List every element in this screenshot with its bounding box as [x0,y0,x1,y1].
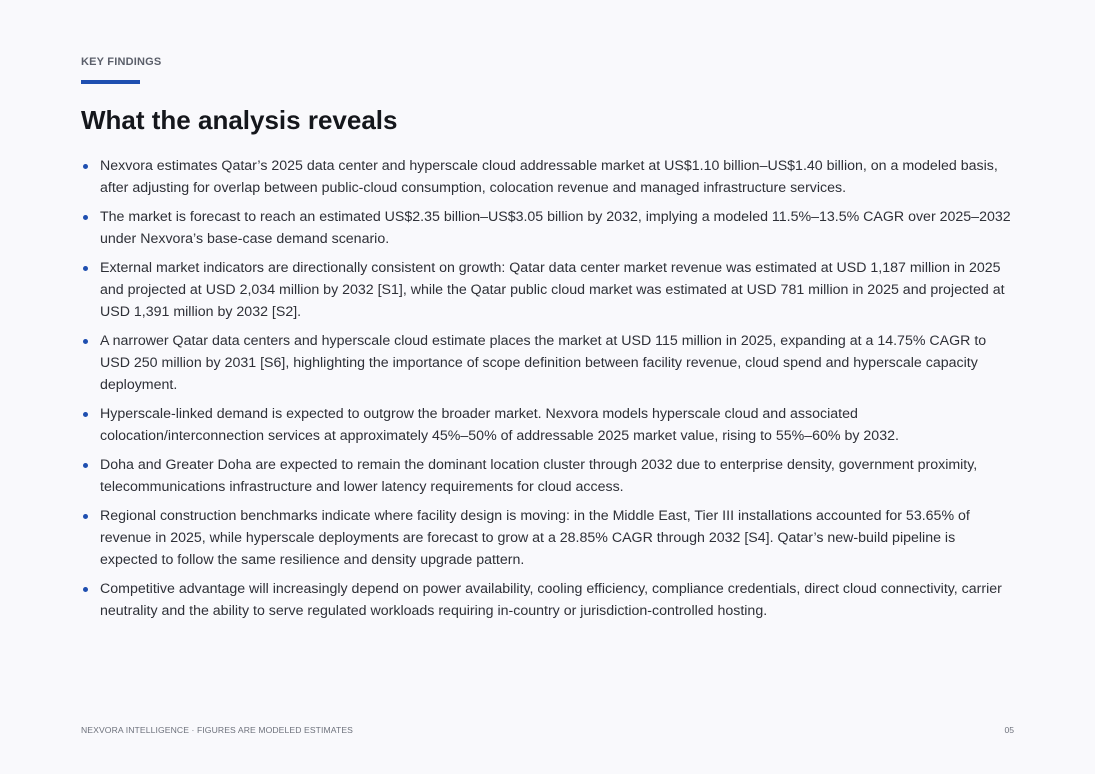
bullet-dot-icon [83,463,88,468]
finding-text: Competitive advantage will increasingly depend on power availability, cooling efficiency, compliance credentials, direct cloud connectivity, carrier neutrality and the ability to serve regulated workloads requiring in-country or jurisdiction-controlled hosting. [100,581,1002,619]
findings-list [81,155,1015,629]
finding-item [81,505,1015,571]
finding-item [81,330,1015,396]
bullet-dot-icon [83,412,88,417]
finding-item [81,403,1015,447]
finding-item [81,454,1015,498]
section-label: KEY FINDINGS [81,56,162,68]
finding-item [81,578,1015,622]
finding-item [81,257,1015,323]
finding-text: Regional construction benchmarks indicate where facility design is moving: in the Middle East, Tier III installations accounted for 53.65% of revenue in 2025, while hyperscale deployments are forecast to grow at a 28.85% CAGR through 2032 [S4]. Qatar’s new-build pipeline is expected to follow the same resilience and density upgrade pattern. [100,508,970,568]
page-number: 05 [1004,725,1014,735]
finding-text: The market is forecast to reach an estimated US$2.35 billion–US$3.05 billion by 2032, implying a modeled 11.5%–13.5% CAGR over 2025–2032 under Nexvora’s base-case demand scenario. [100,209,1011,247]
finding-item [81,155,1015,199]
finding-text: A narrower Qatar data centers and hyperscale cloud estimate places the market at USD 115 million in 2025, expanding at a 14.75% CAGR to USD 250 million by 2031 [S6], highlighting the importance of scope definition between facility revenue, cloud spend and hyperscale capacity deployment. [100,333,987,393]
finding-text: Hyperscale-linked demand is expected to outgrow the broader market. Nexvora models hyperscale cloud and associated colocation/interconnection services at approximately 45%–50% of addressable 2025 market value, rising to 55%–60% by 2032. [100,406,899,444]
accent-bar [81,80,140,84]
finding-text: Nexvora estimates Qatar’s 2025 data center and hyperscale cloud addressable market at US$1.10 billion–US$1.40 billion, on a modeled basis, after adjusting for overlap between public-cloud consumption, colocation revenue and managed infrastructure services. [100,158,998,196]
bullet-dot-icon [83,339,88,344]
bullet-dot-icon [83,215,88,220]
page-title: What the analysis reveals [81,105,398,135]
finding-text: External market indicators are directionally consistent on growth: Qatar data center market revenue was estimated at USD 1,187 million in 2025 and projected at USD 2,034 million by 2032 [S1], while the Qatar public cloud market was estimated at USD 781 million in 2025 and projected at USD 1,391 million by 2032 [S2]. [100,260,1005,320]
footer-note: NEXVORA INTELLIGENCE · FIGURES ARE MODELED ESTIMATES [81,725,353,735]
bullet-dot-icon [83,587,88,592]
bullet-dot-icon [83,164,88,169]
finding-text: Doha and Greater Doha are expected to remain the dominant location cluster through 2032 due to enterprise density, government proximity, telecommunications infrastructure and lower latency requirements for cloud access. [100,457,978,495]
bullet-dot-icon [83,266,88,271]
bullet-dot-icon [83,514,88,519]
finding-item [81,206,1015,250]
